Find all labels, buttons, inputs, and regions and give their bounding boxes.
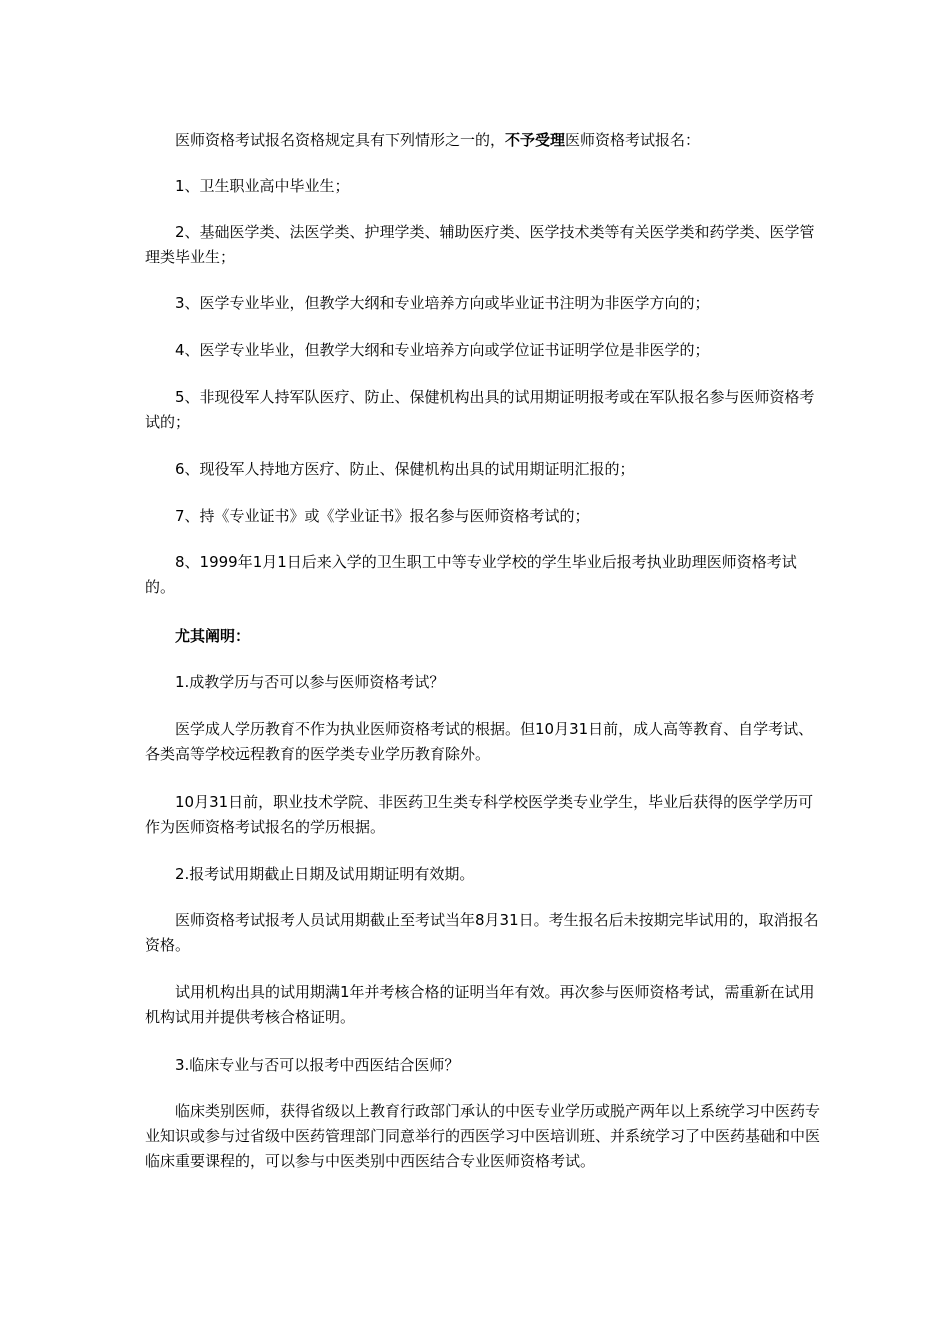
list-item: 5、非现役军人持军队医疗、防止、保健机构出具的试用期证明报考或在军队报名参与医师资格考试的； bbox=[145, 388, 815, 431]
question-2: 2.报考试用期截止日期及试用期证明有效期。 bbox=[145, 865, 475, 883]
intro-text-after: 医师资格考试报名： bbox=[565, 131, 701, 149]
list-item: 3、医学专业毕业，但教学大纲和专业培养方向或毕业证书注明为非医学方向的； bbox=[145, 294, 710, 312]
answer-paragraph: 医师资格考试报考人员试用期截止至考试当年8月31日。考生报名后未按期完毕试用的，取消报名资格。 bbox=[145, 911, 819, 954]
list-item: 6、现役军人持地方医疗、防止、保健机构出具的试用期证明汇报的； bbox=[145, 460, 635, 478]
list-item: 1、卫生职业高中毕业生； bbox=[145, 177, 350, 195]
answer-paragraph: 10月31日前，职业技术学院、非医药卫生类专科学校医学类专业学生，毕业后获得的医学学历可作为医师资格考试报名的学历根据。 bbox=[145, 793, 814, 836]
section-heading: 尤其阐明： bbox=[145, 627, 251, 645]
intro-text-before: 医师资格考试报名资格规定具有下列情形之一的， bbox=[145, 131, 506, 149]
intro-paragraph bbox=[145, 128, 825, 153]
answer-paragraph: 临床类别医师，获得省级以上教育行政部门承认的中医专业学历或脱产两年以上系统学习中医药专业知识或参与过省级中医药管理部门同意举行的西医学习中医培训班、并系统学习了中医药基础和中医临床重要课程的，可以参与中医类别中西医结合专业医师资格考试。 bbox=[145, 1102, 821, 1170]
list-item: 4、医学专业毕业，但教学大纲和专业培养方向或学位证书证明学位是非医学的； bbox=[145, 341, 710, 359]
list-item: 7、持《专业证书》或《学业证书》报名参与医师资格考试的； bbox=[145, 507, 590, 525]
intro-emphasis: 不予受理 bbox=[505, 131, 566, 149]
list-item: 8、1999年1月1日后来入学的卫生职工中等专业学校的学生毕业后报考执业助理医师资格考试的。 bbox=[145, 553, 797, 596]
answer-paragraph: 试用机构出具的试用期满1年并考核合格的证明当年有效。再次参与医师资格考试，需重新在试用机构试用并提供考核合格证明。 bbox=[145, 983, 815, 1026]
question-3: 3.临床专业与否可以报考中西医结合医师？ bbox=[145, 1056, 460, 1074]
list-item: 2、基础医学类、法医学类、护理学类、辅助医疗类、医学技术类等有关医学类和药学类、医学管理类毕业生； bbox=[145, 223, 815, 266]
question-1: 1.成教学历与否可以参与医师资格考试？ bbox=[145, 673, 445, 691]
answer-paragraph: 医学成人学历教育不作为执业医师资格考试的根据。但10月31日前，成人高等教育、自学考试、各类高等学校远程教育的医学类专业学历教育除外。 bbox=[145, 720, 814, 763]
